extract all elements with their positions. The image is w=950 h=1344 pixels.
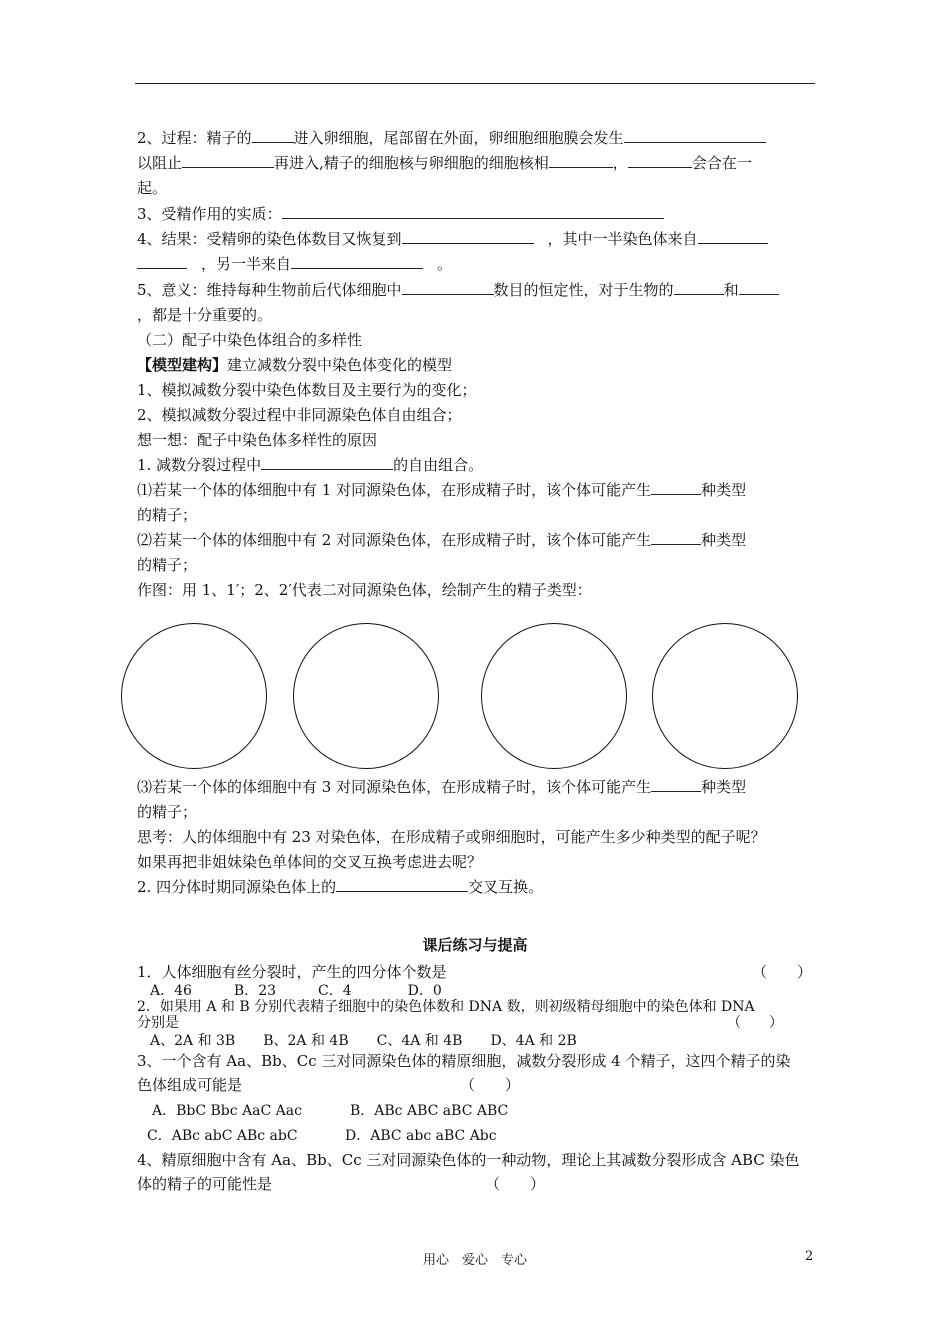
text: 交叉互换。 — [468, 878, 544, 896]
exercise-2-line-1: 2．如果用 A 和 B 分别代表精子细胞中的染色体数和 DNA 数，则初级精母细胞中的染色体和 DNA — [137, 999, 755, 1015]
exercise-3-option-d: D．ABC abc aBC Abc — [345, 1128, 497, 1144]
blank[interactable] — [549, 153, 613, 168]
exercise-2-options: A、2A 和 3B B、2A 和 4B C、4A 和 4B D、4A 和 2B — [150, 1033, 577, 1049]
exercise-2-line-2: 分别是 — [137, 1015, 179, 1031]
text: 2. 四分体时期同源染色体上的 — [137, 878, 337, 896]
blank[interactable] — [261, 455, 393, 470]
text: 的自由组合。 — [393, 456, 484, 474]
exercise-1-options: A．46 B．23 C．4 D．0 — [150, 983, 442, 999]
drawing-circle-1[interactable] — [121, 623, 267, 769]
text: 。 — [437, 255, 453, 273]
exercise-3-line-2: 色体组成可能是 — [137, 1076, 243, 1094]
question-1 — [137, 455, 483, 475]
part-2-line-2: 的精子； — [137, 556, 198, 574]
text: 种类型 — [701, 778, 747, 796]
blank[interactable] — [252, 128, 294, 143]
drawing-circle-4[interactable] — [652, 623, 798, 769]
text: ，另一半来自 — [201, 255, 292, 273]
essence-line — [137, 204, 664, 224]
text: 建立减数分裂中染色体变化的模型 — [227, 356, 453, 374]
exercise-4-line-1: 4、精原细胞中含有 Aa、Bb、Cc 三对同源染色体的一种动物，理论上其减数分裂形成含 ABC 染色 — [137, 1151, 800, 1169]
header-rule — [135, 83, 815, 84]
significance-line-1 — [137, 280, 779, 300]
text: 进入卵细胞，尾部留在外面，卵细胞细胞膜会发生 — [293, 129, 624, 147]
text: 4、结果：受精卵的染色体数目又恢复到 — [137, 230, 402, 248]
blank[interactable] — [291, 254, 423, 269]
answer-paren-1[interactable]: （ ） — [752, 963, 813, 981]
ponder-line-2: 如果再把非姐妹染色单体间的交叉互换考虑进去呢？ — [137, 853, 483, 871]
blank[interactable] — [402, 229, 534, 244]
blank[interactable] — [402, 280, 494, 295]
text: 会合在一 — [691, 154, 752, 172]
text: 5、意义：维持每种生物前后代体细胞中 — [137, 281, 402, 299]
blank[interactable] — [739, 280, 779, 295]
exercise-4-line-2: 体的精子的可能性是 — [137, 1175, 273, 1193]
model-item-1: 1、模拟减数分裂中染色体数目及主要行为的变化； — [137, 381, 477, 399]
text: ⑵若某一个体的体细胞中有 2 对同源染色体，在形成精子时，该个体可能产生 — [137, 531, 652, 549]
question-2 — [137, 877, 543, 897]
exercises-title: 课后练习与提高 — [422, 936, 528, 954]
exercise-3-line-1: 3、一个含有 Aa、Bb、Cc 三对同源染色体的精原细胞，减数分裂形成 4 个精子，这四个精子的染 — [137, 1052, 791, 1070]
blank[interactable] — [651, 480, 701, 495]
blank[interactable] — [624, 128, 766, 143]
text: 和 — [723, 281, 739, 299]
part-1-line-1 — [137, 480, 746, 500]
text: 以阻止 — [137, 154, 183, 172]
ponder-line-1: 思考：人的体细胞中有 23 对染色体，在形成精子或卵细胞时，可能产生多少种类型的配子呢？ — [137, 828, 766, 846]
result-line-2 — [137, 254, 452, 274]
footer-motto: 用心 爱心 专心 — [422, 1253, 527, 1268]
drawing-circle-3[interactable] — [481, 623, 627, 769]
drawing-circle-2[interactable] — [293, 623, 439, 769]
text: 2、过程：精子的 — [137, 129, 252, 147]
exercise-3-option-c: C．ABc abC ABc abC — [147, 1128, 298, 1144]
answer-paren-2[interactable]: （ ） — [727, 1015, 783, 1031]
blank[interactable] — [651, 777, 701, 792]
exercise-3-option-a: A．BbC Bbc AaC Aac — [152, 1103, 302, 1119]
process-line-3: 起。 — [137, 179, 168, 197]
part-3-line-2: 的精子； — [137, 803, 198, 821]
blank[interactable] — [182, 153, 274, 168]
think-line: 想一想：配子中染色体多样性的原因 — [137, 431, 378, 449]
text: ，其中一半染色体来自 — [547, 230, 698, 248]
text: ⑶若某一个体的体细胞中有 3 对同源染色体，在形成精子时，该个体可能产生 — [137, 778, 652, 796]
exercise-1: 1．人体细胞有丝分裂时，产生的四分体个数是 — [137, 963, 447, 981]
section-heading: （二）配子中染色体组合的多样性 — [137, 331, 363, 349]
blank[interactable] — [674, 280, 724, 295]
page-number: 2 — [805, 1249, 814, 1264]
text: 1. 减数分裂过程中 — [137, 456, 262, 474]
process-line-2 — [137, 153, 752, 173]
blank[interactable] — [282, 204, 664, 219]
text: 再进入,精子的细胞核与卵细胞的细胞核相 — [274, 154, 549, 172]
blank[interactable] — [698, 229, 768, 244]
model-label: 【模型建构】 — [137, 356, 228, 374]
significance-line-2: ，都是十分重要的。 — [137, 306, 273, 324]
answer-paren-4[interactable]: （ ） — [485, 1175, 546, 1193]
part-2-line-1 — [137, 530, 746, 550]
answer-paren-3[interactable]: （ ） — [460, 1076, 521, 1094]
text: 3、受精作用的实质： — [137, 205, 282, 223]
draw-instruction: 作图：用 1、1′；2、2′代表二对同源染色体，绘制产生的精子类型： — [137, 581, 592, 599]
blank[interactable] — [651, 530, 701, 545]
exercise-3-option-b: B．ABc ABC aBC ABC — [350, 1103, 509, 1119]
model-item-2: 2、模拟减数分裂过程中非同源染色体自由组合； — [137, 406, 462, 424]
text: 种类型 — [701, 481, 747, 499]
blank[interactable] — [336, 877, 468, 892]
blank[interactable] — [628, 153, 692, 168]
process-line-1 — [137, 128, 766, 148]
text: ， — [612, 154, 628, 172]
part-1-line-2: 的精子； — [137, 506, 198, 524]
text: 种类型 — [701, 531, 747, 549]
text: 数目的恒定性，对于生物的 — [493, 281, 674, 299]
result-line-1 — [137, 229, 768, 249]
model-line — [137, 355, 452, 375]
blank[interactable] — [137, 254, 187, 269]
text: ⑴若某一个体的体细胞中有 1 对同源染色体，在形成精子时，该个体可能产生 — [137, 481, 652, 499]
part-3-line-1 — [137, 777, 746, 797]
